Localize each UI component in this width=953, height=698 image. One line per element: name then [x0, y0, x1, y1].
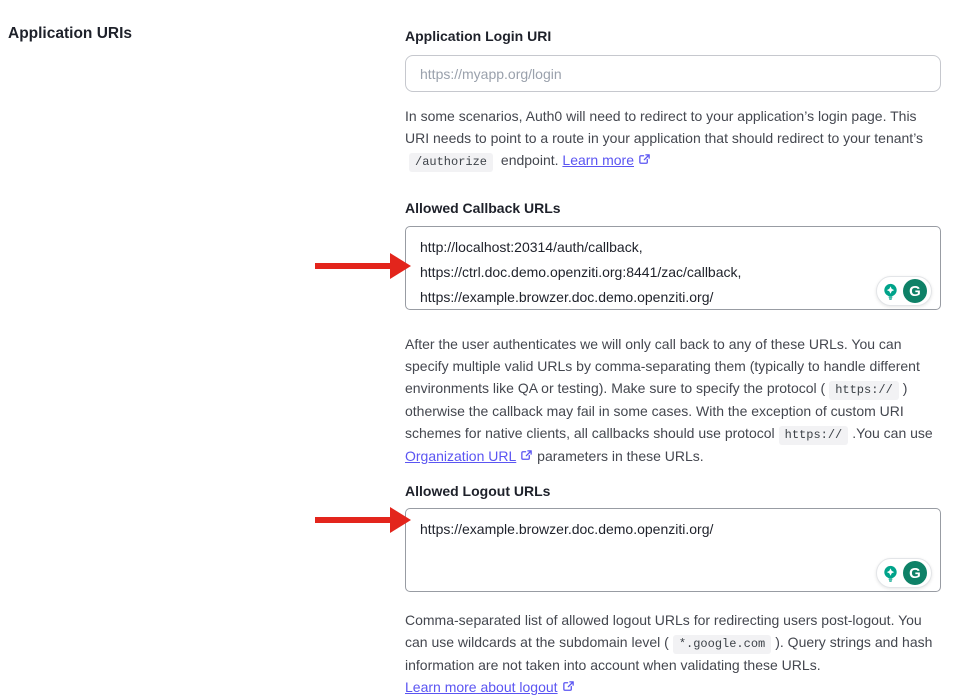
login-uri-label: Application Login URI [405, 28, 552, 44]
help-text: In some scenarios, Auth0 will need to redirect to your application’s login page. This URI needs to point to a route in your application that should redirect to your tenant’s [405, 108, 924, 146]
annotation-arrow-logout [315, 507, 411, 533]
link-label: Organization URL [405, 448, 517, 464]
logout-urls-field [405, 483, 941, 698]
logout-urls-box-wrap [405, 508, 941, 597]
help-text: .You can use [852, 425, 933, 441]
help-text: ) otherwise the callback may fail in some cases. With the exception of custom URI schemes for native clients, all callbacks should use protocol [405, 380, 908, 441]
learn-more-logout-link[interactable] [405, 679, 575, 695]
link-label: Learn more about logout [405, 679, 558, 695]
code-chip-authorize: /authorize [409, 153, 493, 172]
code-chip-https: https:// [779, 426, 849, 445]
section-title: Application URIs [8, 25, 133, 42]
link-label: Learn more [562, 152, 634, 168]
help-text: endpoint. [497, 152, 563, 168]
external-link-icon [638, 153, 651, 166]
external-link-icon [562, 680, 575, 693]
lightbulb-suggestions-icon[interactable] [881, 282, 900, 301]
grammarly-g-icon[interactable]: G [903, 561, 927, 585]
logout-urls-label: Allowed Logout URLs [405, 483, 551, 499]
grammarly-widget[interactable] [876, 276, 932, 306]
help-text: parameters in these URLs. [533, 448, 704, 464]
grammarly-g-icon[interactable]: G [903, 279, 927, 303]
callback-urls-field [405, 200, 941, 467]
login-uri-field [405, 28, 941, 172]
help-text: Comma-separated list of allowed logout URLs for redirecting users post-logout. You can use wildcards at the subdomain level ( [405, 612, 922, 650]
lightbulb-suggestions-icon[interactable] [881, 564, 900, 583]
organization-url-link[interactable] [405, 448, 533, 464]
grammarly-widget[interactable] [876, 558, 932, 588]
callback-urls-textarea[interactable] [405, 226, 941, 310]
logout-urls-textarea[interactable] [405, 508, 941, 592]
arrow-shaft [315, 517, 393, 523]
callback-urls-box-wrap [405, 226, 941, 315]
external-link-icon [520, 449, 533, 462]
login-uri-input[interactable] [405, 55, 941, 92]
arrow-head [390, 253, 411, 279]
code-chip-https: https:// [829, 381, 899, 400]
callback-urls-label: Allowed Callback URLs [405, 200, 561, 216]
learn-more-link[interactable] [562, 152, 651, 168]
code-chip-wildcard: *.google.com [673, 635, 771, 654]
logout-urls-help-text [405, 609, 941, 698]
help-text: ). Query strings and hash information are not taken into account when validating these URLs. [405, 634, 933, 673]
help-text: After the user authenticates we will only call back to any of these URLs. You can specify multiple valid URLs by comma-separating them (typically to handle different environments like QA or testing). Make sure to specify the protocol ( [405, 336, 920, 396]
arrow-head [390, 507, 411, 533]
application-uris-form [405, 28, 941, 698]
login-uri-help-text [405, 105, 941, 172]
callback-urls-help-text [405, 333, 941, 467]
arrow-shaft [315, 263, 393, 269]
annotation-arrow-callback [315, 253, 411, 279]
